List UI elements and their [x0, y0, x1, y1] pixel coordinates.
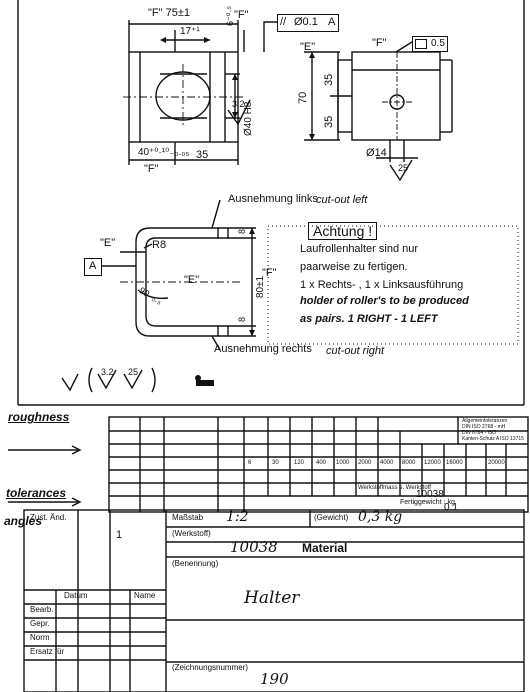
- tol-range-1: 6: [248, 460, 252, 466]
- gewicht-value: 0,3 kg: [358, 509, 403, 525]
- tol-range-10: 16000: [446, 460, 463, 466]
- zeichnung-label: (Zeichnungsnummer): [172, 663, 249, 672]
- dim-dia14: Ø14: [366, 147, 387, 159]
- fertiggewicht-value: 0.1: [444, 502, 458, 513]
- tolerance-value: Ø0.1: [294, 16, 318, 28]
- gewicht-label: (Gewicht): [314, 513, 349, 522]
- tol-range-3: 120: [294, 460, 305, 466]
- cutout-right-de: Ausnehmung rechts: [214, 343, 312, 355]
- note-de-line3: 1 x Rechts- , 1 x Linksausführung: [300, 279, 464, 291]
- legend-rough-3-2: 3.2: [101, 367, 114, 377]
- side-label-f: "F": [372, 37, 387, 49]
- tol-range-7: 4000: [380, 460, 394, 466]
- fertiggewicht-label: Fertiggewicht : kg: [400, 499, 455, 506]
- dim-17: 17⁺¹: [180, 26, 200, 37]
- gepr-label: Gepr.: [30, 619, 50, 628]
- cutout-right-en: cut-out right: [326, 345, 385, 357]
- tol-range-4: 400: [316, 460, 327, 466]
- werkstoff-label: (Werkstoff): [172, 529, 211, 538]
- name-label: Name: [134, 591, 156, 600]
- flatness-frame: [412, 36, 448, 52]
- werkstoff-mass-label: Werkstoffmass u. Werkstoff: [358, 485, 431, 491]
- tol-range-6: 2000: [358, 460, 372, 466]
- label-f-bottom: "F": [144, 163, 159, 175]
- roughness-3-2: 3.2: [232, 99, 245, 109]
- side-label-e: "E": [300, 41, 316, 53]
- note-de-line1: Laufrollenhalter sind nur: [300, 243, 419, 255]
- label-f-section: "F": [262, 267, 277, 279]
- dim-35-lower: 35: [323, 115, 335, 128]
- radius-r8: R8: [152, 239, 167, 251]
- annotation-tolerances: tolerances: [6, 486, 67, 500]
- legend-rough-25: 25: [128, 367, 139, 377]
- tol-right-header-2: DIN ISO 2768 - mH: [462, 424, 506, 430]
- ersatz-label: Ersatz für: [30, 647, 65, 656]
- norm-label: Norm: [30, 633, 50, 642]
- dim-8-bottom: 8: [237, 316, 247, 322]
- note-title: Achtung !: [308, 222, 377, 240]
- massstab-value: 1:2: [226, 509, 249, 525]
- datum-label: Datum: [64, 591, 88, 600]
- note-de-line2: paarweise zu fertigen.: [300, 261, 408, 273]
- flatness-icon: [415, 39, 427, 49]
- left-number: 1: [116, 529, 123, 541]
- dim-70: 70: [297, 91, 309, 104]
- dim-40: 40⁺⁰·¹⁰₋₀.₀₅: [138, 147, 190, 158]
- cutout-left-en: cut-out left: [316, 194, 368, 206]
- bearb-label: Bearb.: [30, 605, 54, 614]
- parallel-symbol: //: [280, 16, 287, 28]
- annotation-angles: angles: [4, 514, 43, 528]
- tol-right-header-4: Kanten-Schutz A: [462, 436, 500, 442]
- massstab-label: Maßstab: [172, 513, 204, 522]
- dim-8-top: 8: [237, 228, 247, 234]
- angle-90: 90₋₀.₃: [137, 285, 164, 307]
- dim-dia40: Ø40 H8: [243, 101, 254, 136]
- note-en-line2: as pairs. 1 RIGHT - 1 LEFT: [300, 313, 438, 325]
- label-e-left: "E": [100, 237, 116, 249]
- dim-f75: "F" 75±1: [148, 7, 190, 19]
- tol-range-5: 1000: [336, 460, 350, 466]
- material-label: Material: [302, 541, 348, 555]
- dim-35: 35: [196, 149, 209, 161]
- annotation-roughness: roughness: [8, 410, 70, 424]
- label-e-mid: "E": [184, 274, 200, 286]
- benennung-value: Halter: [244, 588, 300, 608]
- tol-range-2: 30: [272, 460, 279, 466]
- flatness-value: 0.5: [431, 38, 445, 49]
- tol-right-header-3: DIN 6784 - ISO: [462, 430, 497, 436]
- tol-right-header-1: Allgemeintoleranzen: [462, 418, 508, 424]
- tolerance-frame: [277, 14, 339, 32]
- werkstoff-value: 10038: [230, 538, 278, 556]
- benennung-label: (Benennung): [172, 559, 219, 568]
- dim-80: 80±1: [255, 275, 266, 298]
- note-en-line1: holder of roller's to be produced: [300, 295, 469, 307]
- tol-right-header-5: ISO 13715: [500, 436, 524, 442]
- werkstoff-mass-value: 10038: [416, 489, 444, 500]
- datum-a-box: [84, 258, 102, 276]
- label-f-top: "F": [234, 9, 249, 21]
- roughness-25: 25: [398, 163, 409, 173]
- datum-ref: A: [328, 16, 336, 28]
- tol-range-9: 12000: [424, 460, 441, 466]
- zeichnung-value: 190: [260, 670, 289, 688]
- zust-aend-label: Zust. Änd.: [30, 513, 67, 522]
- datum-a: A: [89, 260, 97, 272]
- tol-range-11: 20000: [488, 460, 505, 466]
- tol-range-8: 8000: [402, 460, 416, 466]
- dim-6: 6⁻⁰·⁵: [225, 5, 235, 26]
- dim-35-upper: 35: [323, 73, 335, 86]
- cutout-left-de: Ausnehmung links: [228, 193, 318, 205]
